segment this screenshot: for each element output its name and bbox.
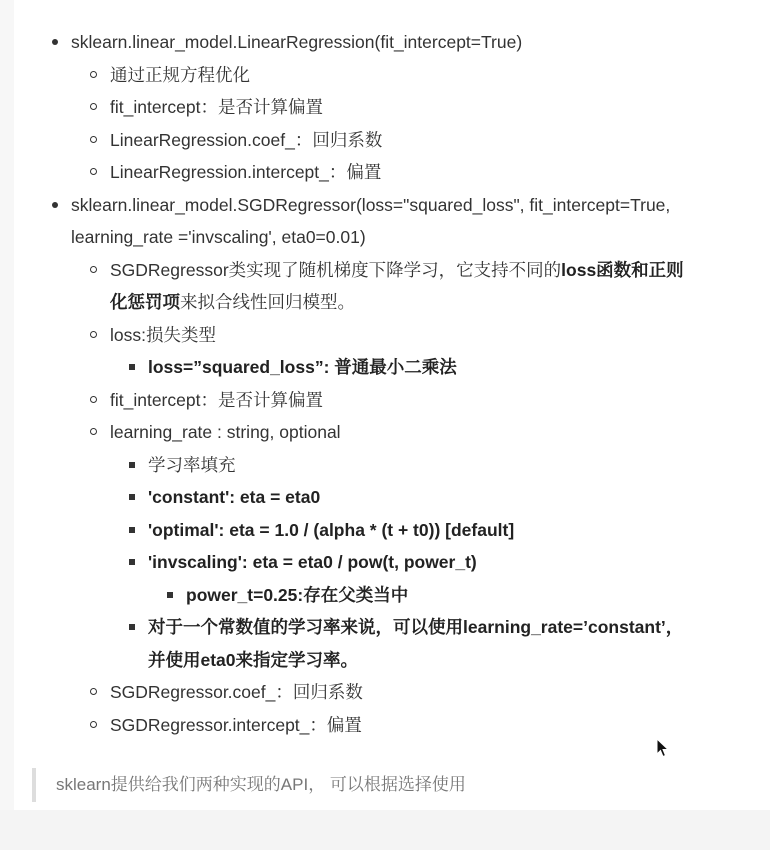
sgd-signature-line2: learning_rate ='invscaling', eta0=0.01) (71, 227, 366, 247)
list-item-lr-fit-intercept (110, 91, 770, 124)
sgd-desc-text-2: 来拟合线性回归模型。 (180, 292, 355, 312)
sgd-desc-bold-2: 化惩罚项 (110, 292, 180, 312)
list-item-normal-equation (110, 59, 770, 92)
sgd-fit-intercept-text: fit_intercept：是否计算偏置 (110, 389, 323, 410)
blockquote (32, 768, 466, 802)
constant-note-code-2: eta0来指定学习率。 (200, 649, 359, 670)
lr-constant-text: 'constant': eta = eta0 (148, 487, 321, 507)
constant-note-text-2: 并使用 (148, 649, 201, 670)
list-item-learning-rate (110, 416, 770, 449)
list-item-sgd-coef (110, 676, 770, 709)
sgd-intercept-text: SGDRegressor.intercept_：偏置 (110, 714, 362, 735)
lr-invscaling-text: 'invscaling': eta = eta0 / pow(t, power_t) (148, 552, 477, 572)
list-item-lr-fill (148, 449, 770, 482)
constant-note-continuation (148, 644, 770, 677)
learning-rate-label: learning_rate : string, optional (110, 422, 341, 442)
lr-intercept-text: LinearRegression.intercept_：偏置 (110, 162, 382, 182)
squared-loss-text: loss=”squared_loss”: 普通最小二乘法 (148, 357, 457, 377)
normal-equation-text: 通过正规方程优化 (110, 64, 250, 85)
lr-fill-text: 学习率填充 (148, 454, 236, 475)
list-item-sgd-fit-intercept (110, 384, 770, 417)
list-item-sgd-description (110, 254, 770, 287)
sgd-desc-text-1: SGDRegressor类实现了随机梯度下降学习，它支持不同的 (110, 259, 562, 280)
sgd-signature-continuation (71, 221, 770, 254)
list-item-power-t (186, 579, 770, 612)
constant-note-code-1: learning_rate=’constant’， (463, 617, 684, 637)
list-item-lr-intercept (110, 156, 770, 189)
sgd-desc-bold-1: loss函数和正则 (561, 259, 684, 280)
sgd-description-continuation (110, 286, 770, 319)
lr-fit-intercept-text: fit_intercept：是否计算偏置 (110, 97, 323, 117)
linear-regression-signature: sklearn.linear_model.LinearRegression(fit_intercept=True) (71, 32, 523, 52)
lr-optimal-text: 'optimal': eta = 1.0 / (alpha * (t + t0)) [default] (148, 519, 515, 540)
list-item-lr-constant (148, 481, 770, 514)
blockquote-text: sklearn提供给我们两种实现的API， 可以根据选择使用 (56, 775, 466, 794)
list-item-constant-note (148, 611, 770, 644)
mouse-pointer-icon (656, 738, 670, 763)
lr-coef-text: LinearRegression.coef_：回归系数 (110, 129, 383, 150)
api-list (0, 26, 770, 741)
list-item-lr-coef (110, 124, 770, 157)
list-item-sgd-intercept (110, 709, 770, 742)
list-item-lr-optimal (148, 514, 770, 547)
list-item-lr-invscaling (148, 546, 770, 579)
list-item-loss (110, 319, 770, 352)
bottom-band (0, 810, 770, 850)
list-item-sgd-regressor (71, 189, 770, 222)
loss-label: loss:损失类型 (110, 324, 216, 345)
sgd-coef-text: SGDRegressor.coef_：回归系数 (110, 682, 363, 702)
sgd-signature-line1: sklearn.linear_model.SGDRegressor(loss="squared_loss", fit_intercept=True, (71, 194, 671, 215)
power-t-text: power_t=0.25:存在父类当中 (186, 584, 409, 605)
list-item-linear-regression (71, 26, 770, 59)
constant-note-text-1: 对于一个常数值的学习率来说，可以使用 (148, 617, 463, 637)
list-item-squared-loss (148, 351, 770, 384)
